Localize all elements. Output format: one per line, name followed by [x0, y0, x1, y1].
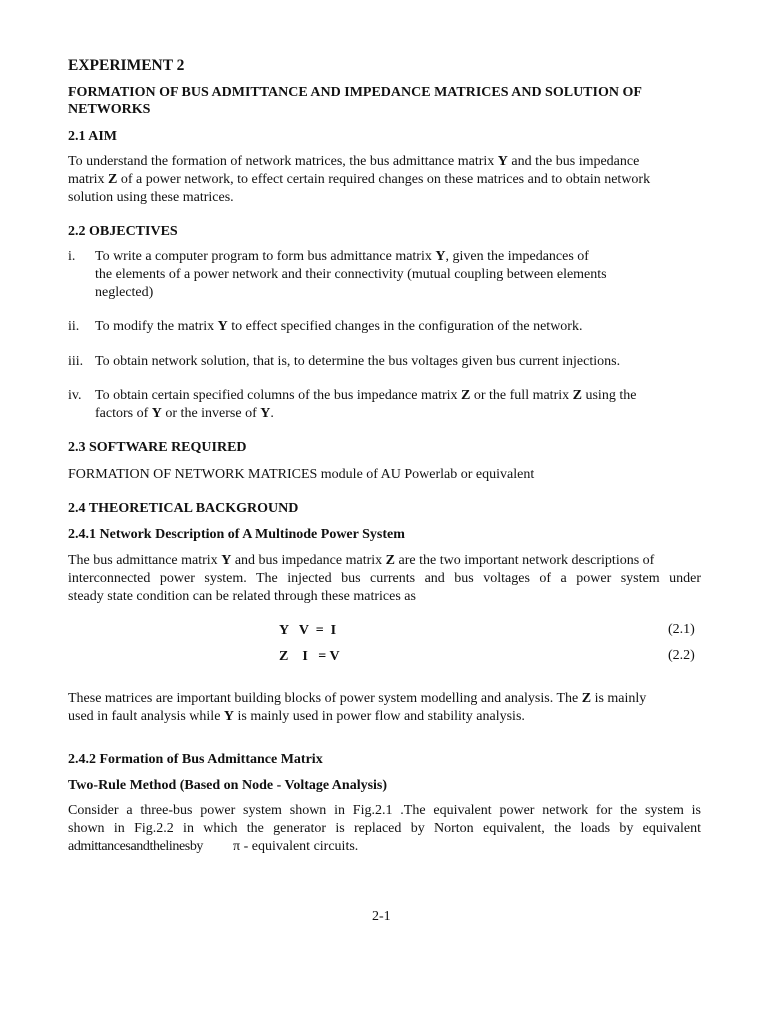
objective-text: , given the impedances of — [445, 249, 589, 264]
symbol-z: Z — [581, 691, 592, 706]
theory-p1-line-2: interconnected power system. The injected bus currents and bus voltages of a power system under — [68, 571, 701, 586]
theory-p3-line-2: shown in Fig.2.2 in which the generator is replaced by Norton equivalent, the loads by equivalent — [68, 821, 701, 836]
objective-2 — [95, 318, 582, 336]
main-title-line-2: NETWORKS — [68, 102, 151, 117]
equation-2-1-label: (2.1) — [668, 622, 695, 637]
symbol-z: Z — [385, 553, 395, 568]
objective-text: . — [270, 406, 274, 421]
equation-2-2-label: (2.2) — [668, 648, 695, 663]
equation-2-1: Y V = I — [279, 623, 337, 638]
experiment-title: EXPERIMENT 2 — [68, 57, 185, 74]
objectives-heading: 2.2 OBJECTIVES — [68, 224, 178, 239]
aim-heading: 2.1 AIM — [68, 129, 117, 144]
aim-line-3: solution using these matrices. — [68, 190, 234, 205]
theory-p1-line-1 — [68, 552, 654, 570]
objective-text: To write a computer program to form bus admittance matrix — [95, 249, 436, 264]
objective-text: using the — [581, 388, 637, 403]
theory-text: used in fault analysis while — [68, 709, 224, 724]
theory-text: The bus admittance matrix — [68, 553, 222, 568]
objective-1-line-2: the elements of a power network and their connectivity (mutual coupling between elements — [95, 267, 607, 282]
symbol-z: Z — [572, 388, 582, 403]
theory-p3-line-1: Consider a three-bus power system shown in Fig.2.1 .The equivalent power network for the system is — [68, 803, 701, 818]
software-text: FORMATION OF NETWORK MATRICES module of AU Powerlab or equivalent — [68, 467, 535, 482]
theory-subheading-1: 2.4.1 Network Description of A Multinode Power System — [68, 527, 405, 542]
objective-text: or the inverse of — [161, 406, 261, 421]
symbol-z: Z — [461, 388, 471, 403]
aim-line-2 — [68, 171, 650, 189]
objective-number: ii. — [68, 319, 80, 334]
theory-text: admittancesandthelinesby — [68, 839, 204, 854]
software-heading: 2.3 SOFTWARE REQUIRED — [68, 440, 247, 455]
equation-2-2: Z I = V — [279, 649, 340, 664]
theory-text: is mainly — [591, 691, 647, 706]
theory-heading: 2.4 THEORETICAL BACKGROUND — [68, 501, 299, 516]
symbol-z: Z — [108, 172, 118, 187]
objective-text: factors of — [95, 406, 152, 421]
symbol-y: Y — [217, 319, 228, 334]
page-number: 2-1 — [372, 909, 391, 924]
objective-1-line-3: neglected) — [95, 285, 154, 300]
theory-p2-line-1 — [68, 690, 646, 708]
theory-text: These matrices are important building blocks of power system modelling and analysis. The — [68, 691, 582, 706]
theory-p2-line-2 — [68, 708, 525, 726]
objective-text: To obtain certain specified columns of the bus impedance matrix — [95, 388, 462, 403]
theory-subheading-3: Two-Rule Method (Based on Node - Voltage Analysis) — [68, 778, 388, 793]
symbol-y: Y — [497, 154, 508, 169]
objective-4-line-1 — [95, 387, 636, 405]
symbol-y: Y — [435, 249, 446, 264]
objective-text: or the full matrix — [470, 388, 573, 403]
aim-text: To understand the formation of network matrices, the bus admittance matrix — [68, 154, 498, 169]
aim-text: of a power network, to effect certain required changes on these matrices and to obtain network — [117, 172, 651, 187]
theory-p3-line-3 — [68, 838, 358, 856]
symbol-y: Y — [221, 553, 232, 568]
theory-subheading-2: 2.4.2 Formation of Bus Admittance Matrix — [68, 752, 323, 767]
theory-p1-line-3: steady state condition can be related through these matrices as — [68, 589, 416, 604]
symbol-y: Y — [260, 406, 271, 421]
theory-text: π - equivalent circuits. — [233, 839, 359, 854]
aim-text: and the bus impedance — [507, 154, 640, 169]
objective-number: iii. — [68, 354, 84, 369]
theory-text: are the two important network descriptions of — [395, 553, 655, 568]
theory-text: and bus impedance matrix — [231, 553, 386, 568]
symbol-y: Y — [223, 709, 235, 724]
objective-3: To obtain network solution, that is, to determine the bus voltages given bus current injections. — [95, 354, 621, 369]
main-title-line-1: FORMATION OF BUS ADMITTANCE AND IMPEDANCE MATRICES AND SOLUTION OF — [68, 85, 642, 100]
theory-text: is mainly used in power flow and stability analysis. — [234, 709, 525, 724]
objective-4-line-2 — [95, 405, 274, 423]
objective-text: to effect specified changes in the configuration of the network. — [227, 319, 583, 334]
objective-number: iv. — [68, 388, 82, 403]
objective-1-line-1 — [95, 248, 589, 266]
objective-number: i. — [68, 249, 76, 264]
aim-line-1 — [68, 153, 701, 171]
aim-text: matrix — [68, 172, 109, 187]
symbol-y: Y — [151, 406, 162, 421]
objective-text: To modify the matrix — [95, 319, 218, 334]
